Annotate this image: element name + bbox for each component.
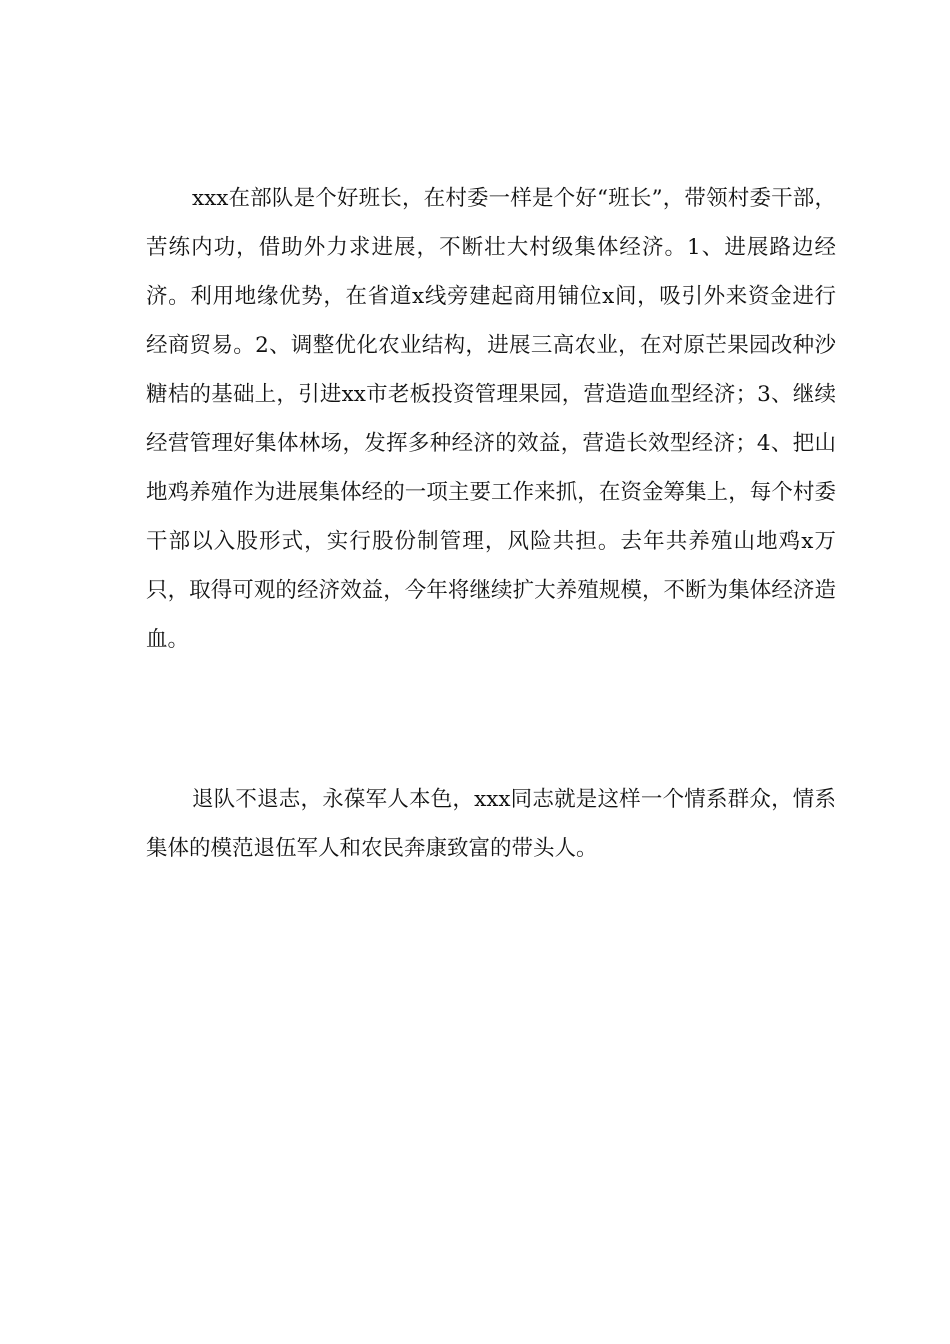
body-paragraph-1: xxx在部队是个好班长，在村委一样是个好“班长”，带领村委干部，苦练内功，借助外力求进展，不断壮大村级集体经济。1、进展路边经济。利用地缘优势，在省道x线旁建起商用铺位x间，吸引外来资金进行经商贸易。2、调整优化农业结构，进展三高农业，在对原芒果园改种沙糖桔的基础上，引进xx市老板投资管理果园，营造造血型经济；3、继续经营管理好集体林场，发挥多种经济的效益，营造长效型经济；4、把山地鸡养殖作为进展集体经的一项主要工作来抓，在资金筹集上，每个村委干部以入股形式，实行股份制管理，风险共担。去年共养殖山地鸡x万只，取得可观的经济效益，今年将继续扩大养殖规模，不断为集体经济造血。 (146, 186, 836, 652)
body-paragraph-2: 退队不退志，永葆军人本色，xxx同志就是这样一个情系群众，情系集体的模范退伍军人和农民奔康致富的带头人。 (146, 787, 836, 861)
